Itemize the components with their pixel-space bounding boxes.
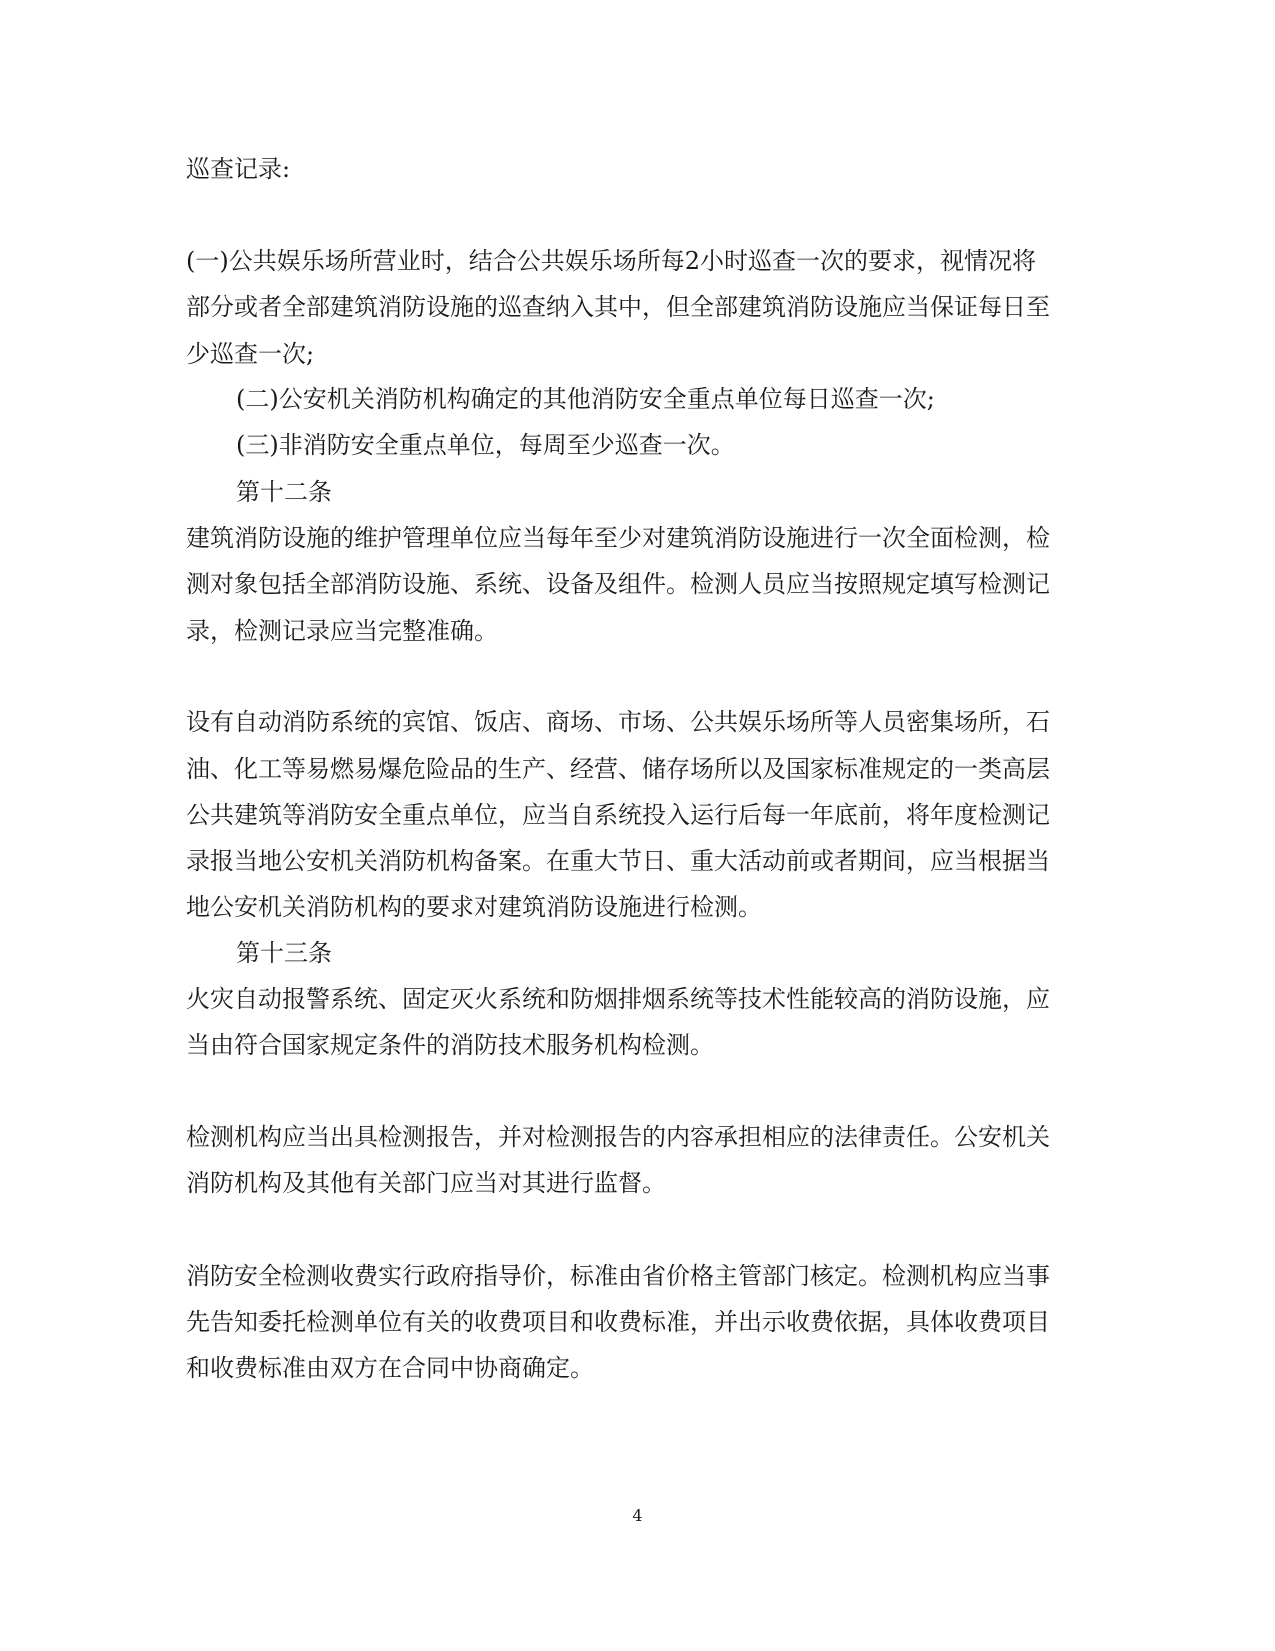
text-line: 设有自动消防系统的宾馆、饭店、商场、市场、公共娱乐场所等人员密集场所，石 — [186, 708, 1050, 736]
page-number: 4 — [632, 1506, 643, 1525]
article-heading: 第十三条 — [236, 939, 332, 967]
article-heading: 第十二条 — [236, 478, 332, 506]
text-line: 消防安全检测收费实行政府指导价，标准由省价格主管部门核定。检测机构应当事 — [186, 1262, 1050, 1290]
text-line: 先告知委托检测单位有关的收费项目和收费标准，并出示收费依据，具体收费项目 — [186, 1308, 1050, 1336]
text-line: 火灾自动报警系统、固定灭火系统和防烟排烟系统等技术性能较高的消防设施，应 — [186, 985, 1050, 1013]
text-line: (一)公共娱乐场所营业时，结合公共娱乐场所每2小时巡查一次的要求，视情况将 — [186, 247, 1036, 275]
text-line: 公共建筑等消防安全重点单位，应当自系统投入运行后每一年底前，将年度检测记 — [186, 801, 1050, 829]
text-line: 油、化工等易燃易爆危险品的生产、经营、储存场所以及国家标准规定的一类高层 — [186, 755, 1050, 783]
text-line: 录，检测记录应当完整准确。 — [186, 617, 498, 645]
text-line: 和收费标准由双方在合同中协商确定。 — [186, 1354, 594, 1382]
text-line: (三)非消防安全重点单位，每周至少巡查一次。 — [236, 431, 735, 459]
text-line: 检测机构应当出具检测报告，并对检测报告的内容承担相应的法律责任。公安机关 — [186, 1123, 1050, 1151]
text-line: 测对象包括全部消防设施、系统、设备及组件。检测人员应当按照规定填写检测记 — [186, 570, 1050, 598]
text-line: 地公安机关消防机构的要求对建筑消防设施进行检测。 — [186, 893, 762, 921]
text-line: 巡查记录: — [186, 155, 291, 183]
text-line: 部分或者全部建筑消防设施的巡查纳入其中，但全部建筑消防设施应当保证每日至 — [186, 293, 1050, 321]
text-line: 消防机构及其他有关部门应当对其进行监督。 — [186, 1169, 666, 1197]
text-line: (二)公安机关消防机构确定的其他消防安全重点单位每日巡查一次; — [236, 385, 935, 413]
text-line: 建筑消防设施的维护管理单位应当每年至少对建筑消防设施进行一次全面检测，检 — [186, 524, 1050, 552]
text-line: 录报当地公安机关消防机构备案。在重大节日、重大活动前或者期间，应当根据当 — [186, 847, 1050, 875]
text-line: 少巡查一次; — [186, 340, 315, 368]
text-line: 当由符合国家规定条件的消防技术服务机构检测。 — [186, 1031, 714, 1059]
